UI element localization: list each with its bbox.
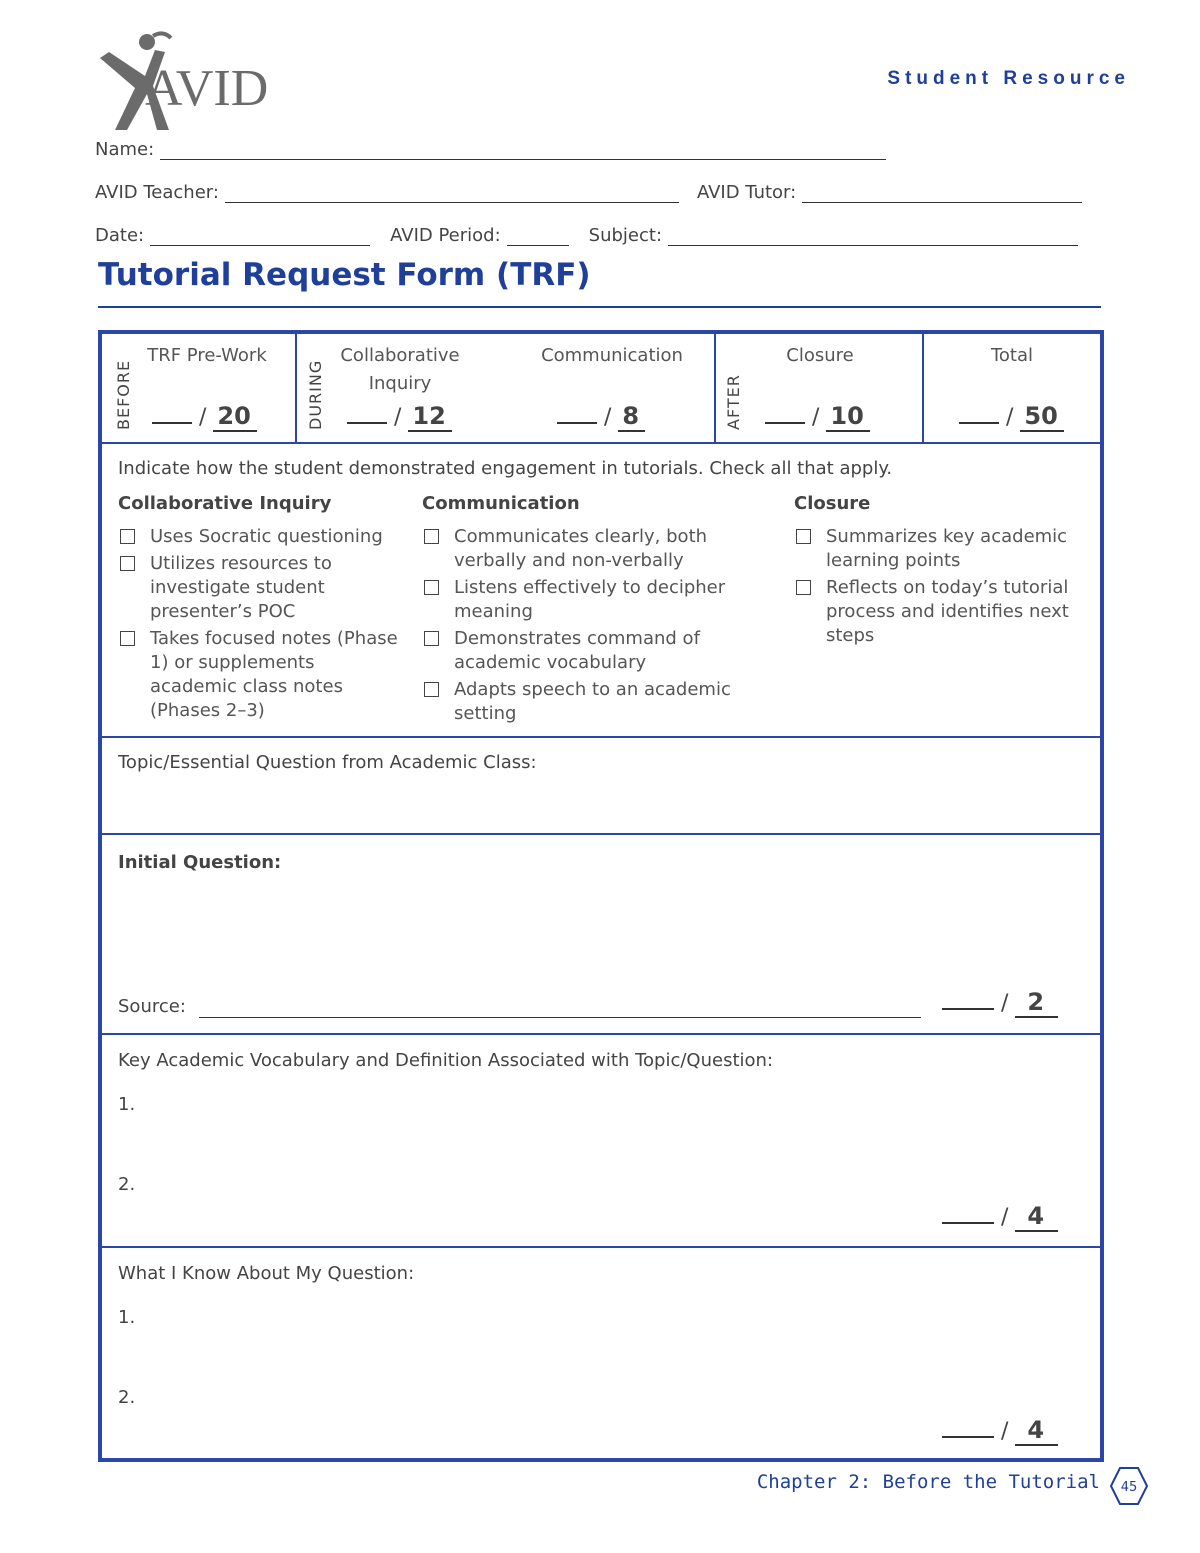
vocabulary-item-1: 1. (118, 1094, 136, 1115)
score-max-prework: 20 (213, 402, 256, 432)
know-label: What I Know About My Question: (118, 1263, 415, 1284)
score-total: / 50 (959, 402, 1064, 432)
points-max: 2 (1015, 988, 1058, 1018)
tutor-line[interactable] (802, 182, 1082, 203)
score-blank[interactable] (557, 404, 597, 424)
checklist-item[interactable]: Adapts speech to an academic setting (422, 678, 762, 726)
name-label: Name: (95, 139, 155, 160)
score-max-total: 50 (1020, 402, 1063, 432)
date-label: Date: (95, 225, 145, 246)
trf-form-box (98, 330, 1104, 1462)
checkbox[interactable] (424, 580, 439, 595)
name-line[interactable] (160, 139, 886, 160)
subject-line[interactable] (668, 225, 1078, 246)
closure-checklist (794, 525, 1089, 651)
form-title: Tutorial Request Form (TRF) (98, 257, 591, 293)
checkbox[interactable] (120, 631, 135, 646)
initial-question-points: / 2 (942, 988, 1058, 1018)
score-blank[interactable] (347, 404, 387, 424)
checkbox[interactable] (424, 631, 439, 646)
checklist-item[interactable]: Communicates clearly, both verbally and non-verbally (422, 525, 762, 573)
logo-text: AVID (145, 60, 269, 117)
teacher-tutor-row (95, 182, 1082, 203)
collab-heading: Collaborative Inquiry (118, 493, 332, 514)
vocabulary-label: Key Academic Vocabulary and Definition Associated with Topic/Question: (118, 1050, 774, 1071)
date-line[interactable] (150, 225, 370, 246)
checkbox[interactable] (424, 682, 439, 697)
period-label: AVID Period: (390, 225, 501, 246)
page-number-badge (1110, 1466, 1148, 1506)
communication-checklist (422, 525, 762, 729)
teacher-line[interactable] (225, 182, 679, 203)
section-divider (102, 736, 1100, 738)
score-prework: / 20 (152, 402, 257, 432)
source-label: Source: (118, 996, 186, 1017)
checklist-item[interactable]: Utilizes resources to investigate student presenter’s POC (118, 552, 403, 624)
source-line[interactable] (199, 997, 921, 1018)
section-divider (102, 442, 1100, 444)
checklist-item[interactable]: Uses Socratic questioning (118, 525, 403, 549)
points-blank[interactable] (942, 1204, 994, 1224)
checkbox[interactable] (796, 580, 811, 595)
before-label: BEFORE (114, 359, 133, 430)
engagement-instruction: Indicate how the student demonstrated engagement in tutorials. Check all that apply. (118, 458, 893, 479)
col-title-prework: TRF Pre-Work (147, 345, 267, 366)
points-blank[interactable] (942, 1418, 994, 1438)
during-label: DURING (306, 359, 325, 430)
section-divider (102, 1033, 1100, 1035)
divider (922, 334, 924, 442)
divider (295, 334, 297, 442)
tutor-label: AVID Tutor: (696, 182, 797, 203)
points-max: 4 (1015, 1416, 1058, 1446)
checkbox[interactable] (424, 529, 439, 544)
checklist-item[interactable]: Demonstrates command of academic vocabulary (422, 627, 762, 675)
period-line[interactable] (507, 225, 569, 246)
checklist-item[interactable]: Takes focused notes (Phase 1) or supplements academic class notes (Phases 2–3) (118, 627, 403, 723)
collab-checklist (118, 525, 403, 726)
student-resource-label: Student Resource (887, 68, 1130, 89)
checkbox[interactable] (120, 529, 135, 544)
know-item-1: 1. (118, 1307, 136, 1328)
points-blank[interactable] (942, 990, 994, 1010)
subject-label: Subject: (588, 225, 663, 246)
divider (714, 334, 716, 442)
points-max: 4 (1015, 1202, 1058, 1232)
name-field[interactable] (95, 139, 886, 160)
score-blank[interactable] (152, 404, 192, 424)
topic-label: Topic/Essential Question from Academic Class: (118, 752, 537, 773)
score-blank[interactable] (765, 404, 805, 424)
checklist-item[interactable]: Listens effectively to decipher meaning (422, 576, 762, 624)
know-points: / 4 (942, 1416, 1058, 1446)
initial-question-label: Initial Question: (118, 852, 282, 873)
score-blank[interactable] (959, 404, 999, 424)
section-divider (102, 1246, 1100, 1248)
vocabulary-item-2: 2. (118, 1174, 136, 1195)
score-closure: / 10 (765, 402, 870, 432)
communication-heading: Communication (422, 493, 580, 514)
score-max-closure: 10 (826, 402, 869, 432)
know-item-2: 2. (118, 1387, 136, 1408)
teacher-label: AVID Teacher: (95, 182, 219, 203)
score-communication: / 8 (557, 402, 645, 432)
checkbox[interactable] (120, 556, 135, 571)
checklist-item[interactable]: Summarizes key academic learning points (794, 525, 1089, 573)
chapter-footer: Chapter 2: Before the Tutorial (756, 1471, 1100, 1493)
checkbox[interactable] (796, 529, 811, 544)
title-rule (98, 306, 1101, 308)
score-max-collab: 12 (408, 402, 451, 432)
col-title-total: Total (990, 345, 1034, 366)
col-title-collab: Collaborative Inquiry (340, 345, 460, 394)
section-divider (102, 833, 1100, 835)
col-title-closure: Closure (786, 345, 854, 366)
checklist-item[interactable]: Reflects on today’s tutorial process and identifies next steps (794, 576, 1089, 648)
score-max-communication: 8 (618, 402, 645, 432)
page-number: 45 (1120, 1480, 1138, 1495)
scores-row (102, 334, 1100, 442)
score-collab: / 12 (347, 402, 452, 432)
avid-logo (95, 30, 270, 135)
date-period-subject-row (95, 225, 1078, 246)
closure-heading: Closure (794, 493, 871, 514)
after-label: AFTER (724, 374, 743, 430)
col-title-communication: Communication (541, 345, 683, 366)
vocabulary-points: / 4 (942, 1202, 1058, 1232)
